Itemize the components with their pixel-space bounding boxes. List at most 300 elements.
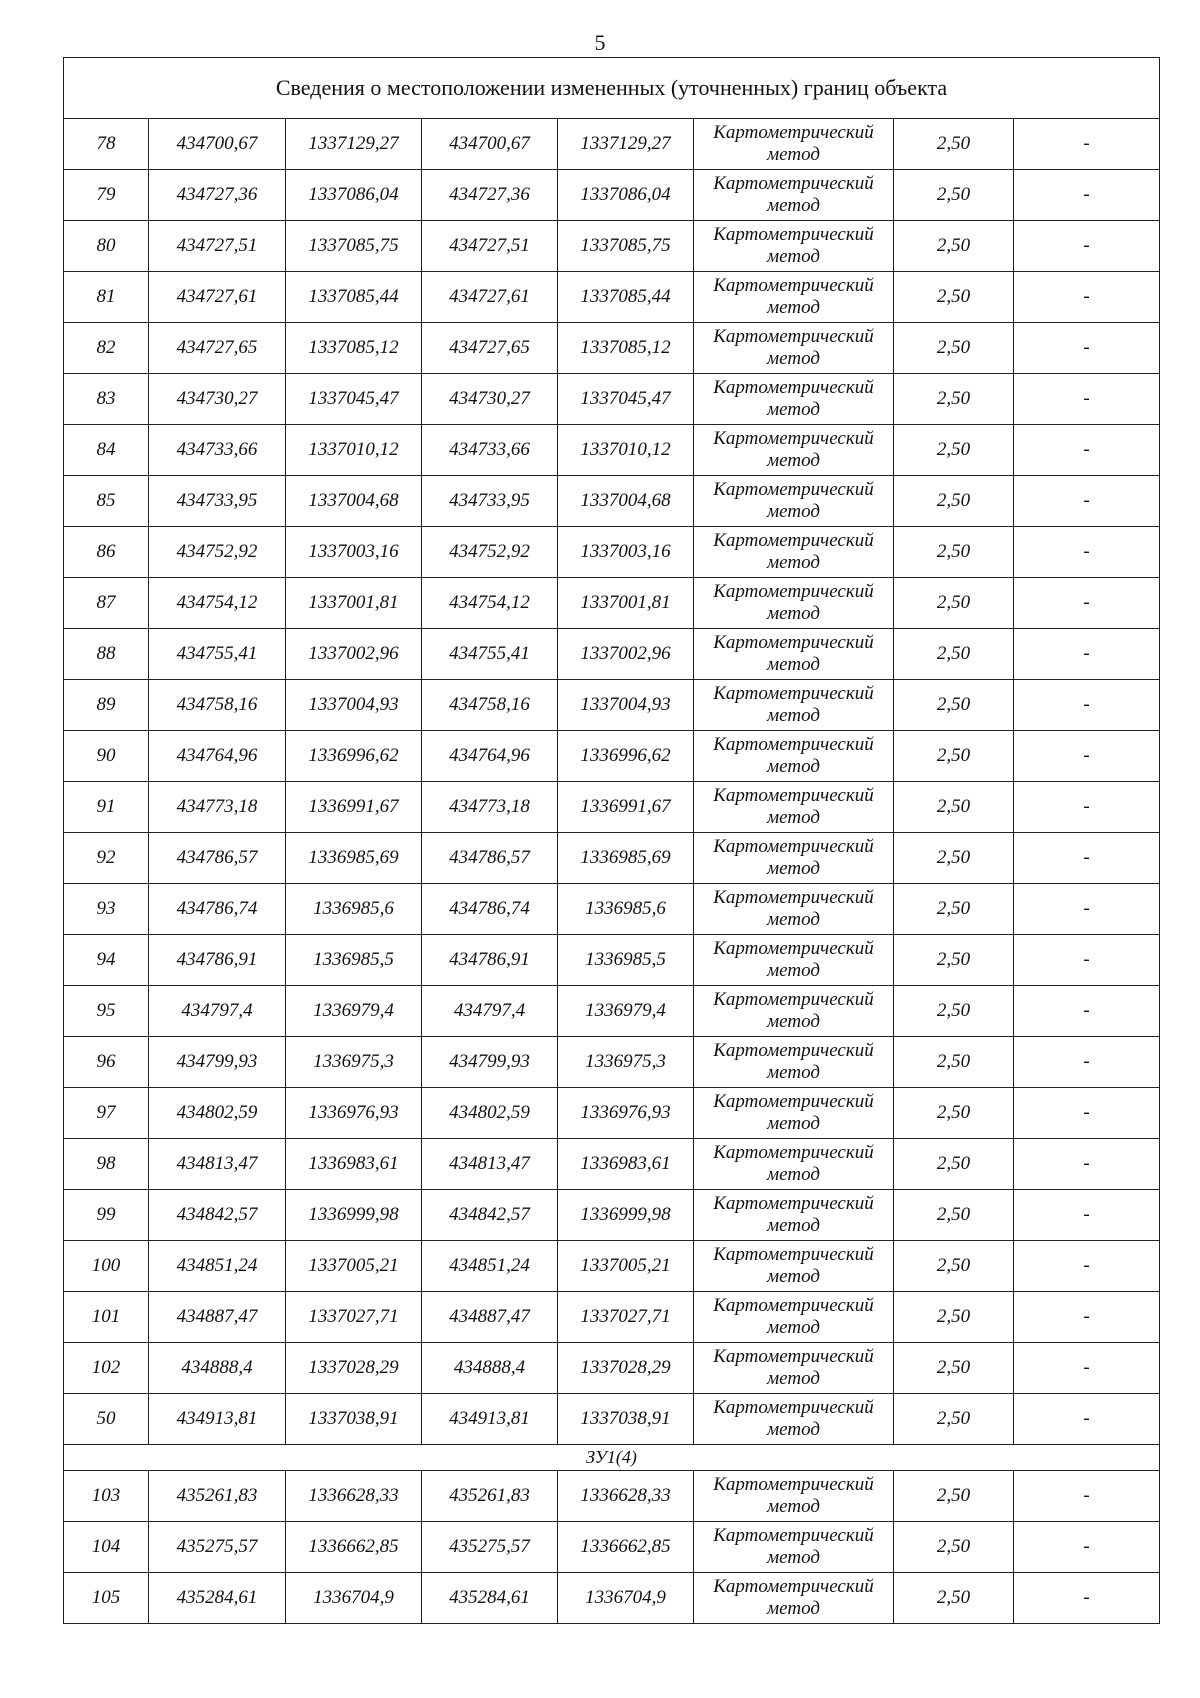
existing-y-cell: 1336975,3 (286, 1037, 422, 1088)
refined-y-cell: 1336704,9 (558, 1573, 694, 1624)
point-number-cell: 98 (64, 1139, 149, 1190)
note-cell: - (1014, 425, 1160, 476)
method-cell (694, 476, 894, 527)
accuracy-cell: 2,50 (894, 884, 1014, 935)
method-label-line2: метод (767, 552, 820, 573)
accuracy-cell: 2,50 (894, 1573, 1014, 1624)
refined-y-cell: 1337003,16 (558, 527, 694, 578)
existing-y-cell: 1336991,67 (286, 782, 422, 833)
method-label-line2: метод (767, 1598, 820, 1619)
existing-x-cell: 434758,16 (149, 680, 286, 731)
refined-x-cell: 434754,12 (422, 578, 558, 629)
method-label-line2: метод (767, 756, 820, 777)
note-cell: - (1014, 935, 1160, 986)
refined-x-cell: 434727,65 (422, 323, 558, 374)
existing-x-cell: 434727,61 (149, 272, 286, 323)
refined-y-cell: 1336662,85 (558, 1522, 694, 1573)
note-cell: - (1014, 1471, 1160, 1522)
existing-y-cell: 1336985,69 (286, 833, 422, 884)
existing-y-cell: 1337038,91 (286, 1394, 422, 1445)
note-cell: - (1014, 374, 1160, 425)
note-cell: - (1014, 1037, 1160, 1088)
refined-y-cell: 1337001,81 (558, 578, 694, 629)
method-cell (694, 1139, 894, 1190)
method-label-line1: Картометрический (713, 173, 874, 194)
boundary-coordinates-table (63, 57, 1160, 1624)
existing-x-cell: 434764,96 (149, 731, 286, 782)
refined-y-cell: 1336983,61 (558, 1139, 694, 1190)
refined-y-cell: 1337045,47 (558, 374, 694, 425)
existing-y-cell: 1337085,12 (286, 323, 422, 374)
table-row (64, 425, 1160, 476)
method-label-line2: метод (767, 1419, 820, 1440)
table-row (64, 272, 1160, 323)
existing-y-cell: 1337005,21 (286, 1241, 422, 1292)
point-number-cell: 90 (64, 731, 149, 782)
note-cell: - (1014, 1139, 1160, 1190)
refined-x-cell: 434786,57 (422, 833, 558, 884)
method-cell (694, 1343, 894, 1394)
accuracy-cell: 2,50 (894, 221, 1014, 272)
table-row (64, 1522, 1160, 1573)
refined-y-cell: 1337004,68 (558, 476, 694, 527)
method-cell (694, 1037, 894, 1088)
refined-x-cell: 434813,47 (422, 1139, 558, 1190)
accuracy-cell: 2,50 (894, 578, 1014, 629)
refined-x-cell: 434727,36 (422, 170, 558, 221)
existing-y-cell: 1337002,96 (286, 629, 422, 680)
method-cell (694, 884, 894, 935)
method-label-line2: метод (767, 960, 820, 981)
method-label-line1: Картометрический (713, 1474, 874, 1495)
method-cell (694, 578, 894, 629)
method-label-line2: метод (767, 1496, 820, 1517)
point-number-cell: 83 (64, 374, 149, 425)
refined-y-cell: 1337028,29 (558, 1343, 694, 1394)
method-cell (694, 1573, 894, 1624)
table-row (64, 578, 1160, 629)
existing-y-cell: 1337085,44 (286, 272, 422, 323)
refined-x-cell: 434888,4 (422, 1343, 558, 1394)
accuracy-cell: 2,50 (894, 1190, 1014, 1241)
note-cell: - (1014, 833, 1160, 884)
refined-x-cell: 434786,91 (422, 935, 558, 986)
point-number-cell: 89 (64, 680, 149, 731)
existing-x-cell: 434813,47 (149, 1139, 286, 1190)
method-label-line2: метод (767, 909, 820, 930)
refined-x-cell: 434786,74 (422, 884, 558, 935)
note-cell: - (1014, 221, 1160, 272)
table-row (64, 629, 1160, 680)
method-label-line1: Картометрический (713, 530, 874, 551)
point-number-cell: 101 (64, 1292, 149, 1343)
point-number-cell: 95 (64, 986, 149, 1037)
note-cell: - (1014, 884, 1160, 935)
accuracy-cell: 2,50 (894, 1522, 1014, 1573)
table-row (64, 1190, 1160, 1241)
refined-x-cell: 434733,95 (422, 476, 558, 527)
method-cell (694, 782, 894, 833)
refined-x-cell: 434887,47 (422, 1292, 558, 1343)
accuracy-cell: 2,50 (894, 374, 1014, 425)
point-number-cell: 94 (64, 935, 149, 986)
method-cell (694, 119, 894, 170)
point-number-cell: 96 (64, 1037, 149, 1088)
table-row (64, 527, 1160, 578)
existing-y-cell: 1337085,75 (286, 221, 422, 272)
existing-y-cell: 1337004,68 (286, 476, 422, 527)
method-label-line2: метод (767, 1113, 820, 1134)
method-cell (694, 272, 894, 323)
point-number-cell: 97 (64, 1088, 149, 1139)
method-cell (694, 425, 894, 476)
point-number-cell: 85 (64, 476, 149, 527)
note-cell: - (1014, 1522, 1160, 1573)
accuracy-cell: 2,50 (894, 731, 1014, 782)
note-cell: - (1014, 1343, 1160, 1394)
table-row (64, 323, 1160, 374)
refined-x-cell: 434752,92 (422, 527, 558, 578)
table-row (64, 170, 1160, 221)
existing-x-cell: 434727,65 (149, 323, 286, 374)
table-row (64, 986, 1160, 1037)
existing-x-cell: 435261,83 (149, 1471, 286, 1522)
accuracy-cell: 2,50 (894, 1394, 1014, 1445)
accuracy-cell: 2,50 (894, 782, 1014, 833)
accuracy-cell: 2,50 (894, 935, 1014, 986)
method-label-line2: метод (767, 1266, 820, 1287)
refined-x-cell: 434700,67 (422, 119, 558, 170)
refined-x-cell: 434755,41 (422, 629, 558, 680)
refined-y-cell: 1337027,71 (558, 1292, 694, 1343)
method-label-line1: Картометрический (713, 1525, 874, 1546)
point-number-cell: 79 (64, 170, 149, 221)
method-cell (694, 1471, 894, 1522)
refined-y-cell: 1337010,12 (558, 425, 694, 476)
method-label-line2: метод (767, 399, 820, 420)
existing-x-cell: 434773,18 (149, 782, 286, 833)
point-number-cell: 86 (64, 527, 149, 578)
note-cell: - (1014, 272, 1160, 323)
refined-y-cell: 1337038,91 (558, 1394, 694, 1445)
refined-x-cell: 434913,81 (422, 1394, 558, 1445)
refined-x-cell: 435284,61 (422, 1573, 558, 1624)
note-cell: - (1014, 119, 1160, 170)
method-cell (694, 323, 894, 374)
method-label-line1: Картометрический (713, 1397, 874, 1418)
existing-y-cell: 1336704,9 (286, 1573, 422, 1624)
refined-y-cell: 1336991,67 (558, 782, 694, 833)
group-label: ЗУ1(4) (64, 1445, 1160, 1471)
table-row (64, 782, 1160, 833)
method-label-line1: Картометрический (713, 836, 874, 857)
table-row (64, 833, 1160, 884)
method-label-line1: Картометрический (713, 581, 874, 602)
method-label-line1: Картометрический (713, 1295, 874, 1316)
accuracy-cell: 2,50 (894, 476, 1014, 527)
method-label-line2: метод (767, 144, 820, 165)
existing-x-cell: 434727,51 (149, 221, 286, 272)
existing-y-cell: 1337001,81 (286, 578, 422, 629)
note-cell: - (1014, 476, 1160, 527)
accuracy-cell: 2,50 (894, 425, 1014, 476)
existing-y-cell: 1336985,6 (286, 884, 422, 935)
method-label-line1: Картометрический (713, 326, 874, 347)
existing-x-cell: 434913,81 (149, 1394, 286, 1445)
method-label-line1: Картометрический (713, 1091, 874, 1112)
table-row (64, 1394, 1160, 1445)
method-cell (694, 1190, 894, 1241)
method-label-line2: метод (767, 297, 820, 318)
existing-x-cell: 434797,4 (149, 986, 286, 1037)
note-cell: - (1014, 629, 1160, 680)
refined-y-cell: 1337085,12 (558, 323, 694, 374)
method-cell (694, 1522, 894, 1573)
method-label-line2: метод (767, 348, 820, 369)
existing-x-cell: 434730,27 (149, 374, 286, 425)
accuracy-cell: 2,50 (894, 680, 1014, 731)
point-number-cell: 103 (64, 1471, 149, 1522)
point-number-cell: 102 (64, 1343, 149, 1394)
accuracy-cell: 2,50 (894, 272, 1014, 323)
existing-x-cell: 434887,47 (149, 1292, 286, 1343)
method-label-line1: Картометрический (713, 1244, 874, 1265)
refined-x-cell: 434851,24 (422, 1241, 558, 1292)
table-row (64, 935, 1160, 986)
accuracy-cell: 2,50 (894, 119, 1014, 170)
method-label-line1: Картометрический (713, 785, 874, 806)
note-cell: - (1014, 731, 1160, 782)
refined-y-cell: 1336975,3 (558, 1037, 694, 1088)
refined-y-cell: 1337004,93 (558, 680, 694, 731)
point-number-cell: 50 (64, 1394, 149, 1445)
refined-y-cell: 1336976,93 (558, 1088, 694, 1139)
method-cell (694, 680, 894, 731)
accuracy-cell: 2,50 (894, 527, 1014, 578)
refined-x-cell: 434733,66 (422, 425, 558, 476)
method-label-line2: метод (767, 1164, 820, 1185)
existing-y-cell: 1337004,93 (286, 680, 422, 731)
method-cell (694, 731, 894, 782)
method-label-line2: метод (767, 603, 820, 624)
existing-y-cell: 1336628,33 (286, 1471, 422, 1522)
point-number-cell: 93 (64, 884, 149, 935)
table-row (64, 680, 1160, 731)
method-label-line1: Картометрический (713, 989, 874, 1010)
method-label-line1: Картометрический (713, 428, 874, 449)
refined-x-cell: 434797,4 (422, 986, 558, 1037)
method-cell (694, 1394, 894, 1445)
accuracy-cell: 2,50 (894, 1241, 1014, 1292)
method-label-line1: Картометрический (713, 1193, 874, 1214)
existing-y-cell: 1336983,61 (286, 1139, 422, 1190)
table-row (64, 1139, 1160, 1190)
method-label-line2: метод (767, 807, 820, 828)
refined-y-cell: 1337085,44 (558, 272, 694, 323)
note-cell: - (1014, 680, 1160, 731)
point-number-cell: 81 (64, 272, 149, 323)
existing-y-cell: 1337003,16 (286, 527, 422, 578)
method-label-line2: метод (767, 1215, 820, 1236)
method-label-line1: Картометрический (713, 122, 874, 143)
method-label-line2: метод (767, 1062, 820, 1083)
method-cell (694, 935, 894, 986)
group-row (64, 1445, 1160, 1471)
existing-y-cell: 1336999,98 (286, 1190, 422, 1241)
point-number-cell: 104 (64, 1522, 149, 1573)
existing-x-cell: 434733,66 (149, 425, 286, 476)
method-label-line1: Картометрический (713, 887, 874, 908)
accuracy-cell: 2,50 (894, 170, 1014, 221)
existing-x-cell: 434888,4 (149, 1343, 286, 1394)
accuracy-cell: 2,50 (894, 1471, 1014, 1522)
note-cell: - (1014, 1292, 1160, 1343)
refined-x-cell: 435261,83 (422, 1471, 558, 1522)
table-row (64, 1343, 1160, 1394)
method-label-line2: метод (767, 501, 820, 522)
method-label-line1: Картометрический (713, 377, 874, 398)
refined-y-cell: 1336985,6 (558, 884, 694, 935)
method-label-line1: Картометрический (713, 275, 874, 296)
refined-x-cell: 434730,27 (422, 374, 558, 425)
accuracy-cell: 2,50 (894, 1037, 1014, 1088)
refined-y-cell: 1336996,62 (558, 731, 694, 782)
existing-x-cell: 434786,57 (149, 833, 286, 884)
existing-x-cell: 434851,24 (149, 1241, 286, 1292)
existing-y-cell: 1336996,62 (286, 731, 422, 782)
accuracy-cell: 2,50 (894, 1088, 1014, 1139)
existing-x-cell: 434842,57 (149, 1190, 286, 1241)
table-title-row (64, 58, 1160, 119)
point-number-cell: 78 (64, 119, 149, 170)
refined-y-cell: 1337085,75 (558, 221, 694, 272)
accuracy-cell: 2,50 (894, 323, 1014, 374)
method-label-line1: Картометрический (713, 1142, 874, 1163)
accuracy-cell: 2,50 (894, 986, 1014, 1037)
point-number-cell: 92 (64, 833, 149, 884)
accuracy-cell: 2,50 (894, 1292, 1014, 1343)
refined-x-cell: 434727,51 (422, 221, 558, 272)
method-label-line1: Картометрический (713, 1040, 874, 1061)
note-cell: - (1014, 323, 1160, 374)
table-row (64, 1471, 1160, 1522)
existing-x-cell: 435275,57 (149, 1522, 286, 1573)
accuracy-cell: 2,50 (894, 833, 1014, 884)
point-number-cell: 100 (64, 1241, 149, 1292)
method-label-line2: метод (767, 246, 820, 267)
method-label-line2: метод (767, 654, 820, 675)
existing-y-cell: 1337129,27 (286, 119, 422, 170)
method-label-line1: Картометрический (713, 1346, 874, 1367)
existing-y-cell: 1337027,71 (286, 1292, 422, 1343)
method-label-line2: метод (767, 1011, 820, 1032)
refined-y-cell: 1336979,4 (558, 986, 694, 1037)
accuracy-cell: 2,50 (894, 1139, 1014, 1190)
note-cell: - (1014, 1088, 1160, 1139)
method-label-line1: Картометрический (713, 683, 874, 704)
existing-y-cell: 1337028,29 (286, 1343, 422, 1394)
refined-y-cell: 1337129,27 (558, 119, 694, 170)
existing-y-cell: 1336985,5 (286, 935, 422, 986)
note-cell: - (1014, 1190, 1160, 1241)
accuracy-cell: 2,50 (894, 1343, 1014, 1394)
note-cell: - (1014, 578, 1160, 629)
method-label-line2: метод (767, 1368, 820, 1389)
method-label-line1: Картометрический (713, 479, 874, 500)
note-cell: - (1014, 1241, 1160, 1292)
existing-y-cell: 1336979,4 (286, 986, 422, 1037)
existing-x-cell: 434752,92 (149, 527, 286, 578)
refined-x-cell: 434799,93 (422, 1037, 558, 1088)
point-number-cell: 88 (64, 629, 149, 680)
point-number-cell: 99 (64, 1190, 149, 1241)
method-label-line2: метод (767, 1317, 820, 1338)
existing-x-cell: 434727,36 (149, 170, 286, 221)
existing-x-cell: 434733,95 (149, 476, 286, 527)
method-label-line2: метод (767, 858, 820, 879)
existing-x-cell: 434799,93 (149, 1037, 286, 1088)
existing-x-cell: 434754,12 (149, 578, 286, 629)
note-cell: - (1014, 170, 1160, 221)
note-cell: - (1014, 986, 1160, 1037)
table-row (64, 221, 1160, 272)
point-number-cell: 80 (64, 221, 149, 272)
method-cell (694, 1088, 894, 1139)
refined-x-cell: 434842,57 (422, 1190, 558, 1241)
existing-y-cell: 1336976,93 (286, 1088, 422, 1139)
existing-y-cell: 1337010,12 (286, 425, 422, 476)
page-number: 5 (594, 30, 606, 55)
point-number-cell: 91 (64, 782, 149, 833)
existing-x-cell: 434755,41 (149, 629, 286, 680)
point-number-cell: 87 (64, 578, 149, 629)
table-row (64, 1088, 1160, 1139)
refined-x-cell: 434727,61 (422, 272, 558, 323)
method-cell (694, 527, 894, 578)
refined-x-cell: 434773,18 (422, 782, 558, 833)
existing-x-cell: 434786,74 (149, 884, 286, 935)
refined-y-cell: 1336628,33 (558, 1471, 694, 1522)
existing-y-cell: 1336662,85 (286, 1522, 422, 1573)
refined-y-cell: 1336985,69 (558, 833, 694, 884)
existing-x-cell: 434786,91 (149, 935, 286, 986)
method-label-line1: Картометрический (713, 224, 874, 245)
existing-y-cell: 1337086,04 (286, 170, 422, 221)
refined-y-cell: 1337005,21 (558, 1241, 694, 1292)
accuracy-cell: 2,50 (894, 629, 1014, 680)
note-cell: - (1014, 1394, 1160, 1445)
table-row (64, 374, 1160, 425)
method-label-line1: Картометрический (713, 734, 874, 755)
table-row (64, 1037, 1160, 1088)
refined-x-cell: 434764,96 (422, 731, 558, 782)
refined-y-cell: 1336985,5 (558, 935, 694, 986)
table-row (64, 1292, 1160, 1343)
method-cell (694, 1241, 894, 1292)
note-cell: - (1014, 1573, 1160, 1624)
method-cell (694, 833, 894, 884)
refined-y-cell: 1337086,04 (558, 170, 694, 221)
refined-x-cell: 435275,57 (422, 1522, 558, 1573)
table-row (64, 731, 1160, 782)
table-row (64, 476, 1160, 527)
method-cell (694, 986, 894, 1037)
method-label-line1: Картометрический (713, 632, 874, 653)
existing-x-cell: 435284,61 (149, 1573, 286, 1624)
method-cell (694, 170, 894, 221)
method-cell (694, 374, 894, 425)
existing-x-cell: 434802,59 (149, 1088, 286, 1139)
